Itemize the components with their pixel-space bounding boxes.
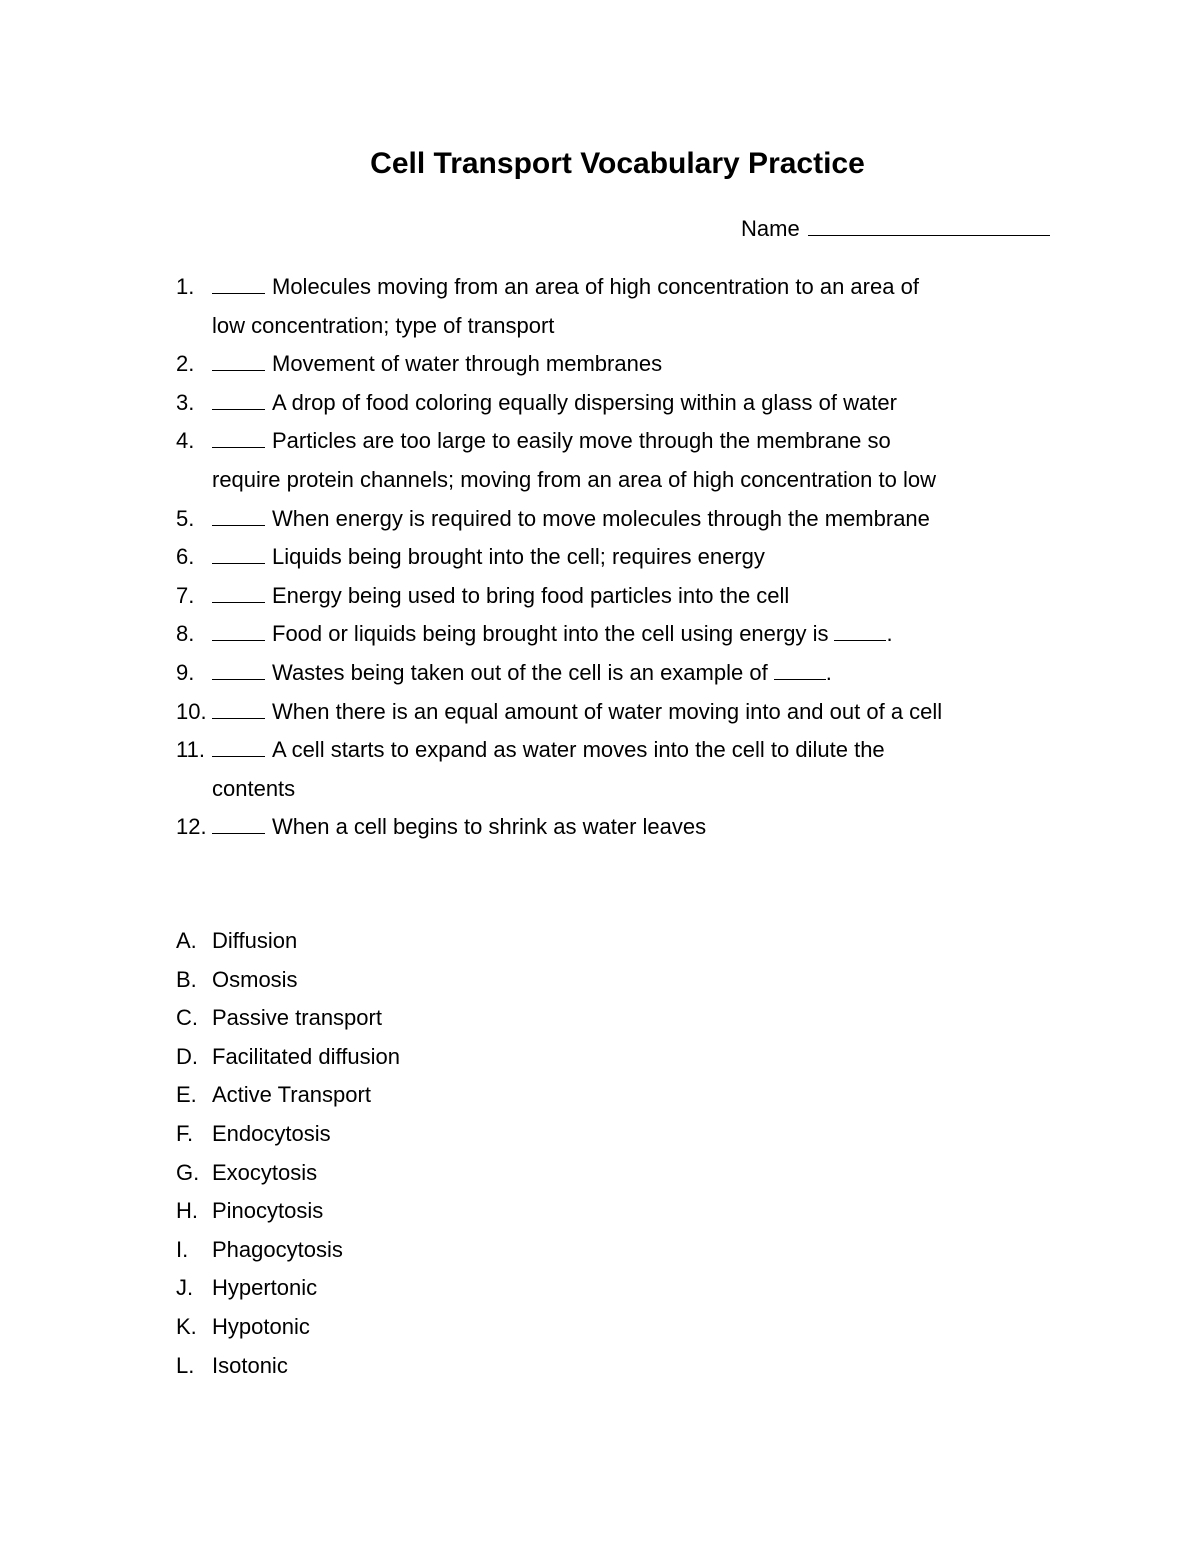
answer-option xyxy=(176,1231,400,1270)
answer-option xyxy=(176,1076,400,1115)
answer-option xyxy=(176,1192,400,1231)
question-text-continued: require protein channels; moving from an area of high concentration to low xyxy=(212,466,936,492)
answer-option xyxy=(176,1038,400,1077)
page-title: Cell Transport Vocabulary Practice xyxy=(370,147,865,180)
answer-blank[interactable] xyxy=(212,389,265,410)
option-term: Active Transport xyxy=(212,1082,371,1108)
option-letter: L. xyxy=(176,1352,195,1378)
question-item xyxy=(176,500,1076,539)
answer-option xyxy=(176,1308,400,1347)
question-text-continued: contents xyxy=(212,775,296,801)
option-term: Passive transport xyxy=(212,1005,382,1031)
option-letter: C. xyxy=(176,1005,198,1031)
answer-option xyxy=(176,961,400,1000)
question-item xyxy=(176,268,1076,345)
question-item xyxy=(176,577,1076,616)
question-number: 3. xyxy=(176,389,195,415)
option-letter: B. xyxy=(176,966,197,992)
question-item xyxy=(176,422,1076,499)
inline-blank[interactable] xyxy=(774,659,826,680)
option-letter: G. xyxy=(176,1159,200,1185)
option-letter: K. xyxy=(176,1313,197,1339)
answer-blank[interactable] xyxy=(212,698,265,719)
question-text: A cell starts to expand as water moves into the cell to dilute the xyxy=(272,737,885,763)
question-number: 1. xyxy=(176,274,195,299)
answer-blank[interactable] xyxy=(212,273,265,294)
question-text: Movement of water through membranes xyxy=(272,351,663,377)
question-item xyxy=(176,384,1076,423)
option-letter: I. xyxy=(176,1236,189,1262)
answer-blank[interactable] xyxy=(212,736,265,757)
question-text: When energy is required to move molecules through the membrane xyxy=(272,505,930,531)
question-text: When a cell begins to shrink as water leaves xyxy=(272,814,707,840)
option-term: Exocytosis xyxy=(212,1159,318,1185)
question-text: A drop of food coloring equally dispersing within a glass of water xyxy=(272,389,897,415)
question-text: Liquids being brought into the cell; requires energy xyxy=(272,544,765,570)
question-text: Energy being used to bring food particles into the cell xyxy=(272,582,790,608)
question-text: When there is an equal amount of water moving into and out of a cell xyxy=(272,698,943,724)
option-term: Isotonic xyxy=(212,1352,288,1378)
question-list xyxy=(176,268,1076,847)
option-letter: F. xyxy=(176,1120,194,1146)
question-number: 7. xyxy=(176,582,195,608)
answer-option xyxy=(176,1269,400,1308)
answer-blank[interactable] xyxy=(212,659,265,680)
inline-blank[interactable] xyxy=(834,620,886,641)
question-text: Particles are too large to easily move through the membrane so xyxy=(272,428,891,454)
answer-blank[interactable] xyxy=(212,505,265,526)
answer-blank[interactable] xyxy=(212,543,265,564)
question-number: 2. xyxy=(176,351,195,377)
option-term: Facilitated diffusion xyxy=(212,1043,400,1069)
question-text: Molecules moving from an area of high concentration to an area of xyxy=(272,274,919,299)
question-text: Food or liquids being brought into the cell using energy is xyxy=(272,621,829,647)
question-item xyxy=(176,615,1076,654)
question-item xyxy=(176,808,1076,847)
option-term: Hypertonic xyxy=(212,1275,318,1301)
option-term: Endocytosis xyxy=(212,1120,331,1146)
name-label: Name xyxy=(741,216,800,241)
answer-option xyxy=(176,1154,400,1193)
question-item xyxy=(176,538,1076,577)
answer-blank[interactable] xyxy=(212,350,265,371)
question-text-continued: low concentration; type of transport xyxy=(212,312,555,338)
option-letter: E. xyxy=(176,1082,197,1108)
option-term: Phagocytosis xyxy=(212,1236,343,1262)
question-number: 5. xyxy=(176,505,195,531)
answer-option xyxy=(176,999,400,1038)
answer-option xyxy=(176,1115,400,1154)
answer-blank[interactable] xyxy=(212,620,265,641)
question-number: 6. xyxy=(176,544,195,570)
name-field xyxy=(741,213,1050,245)
answer-blank[interactable] xyxy=(212,582,265,603)
option-letter: H. xyxy=(176,1198,198,1224)
question-item xyxy=(176,345,1076,384)
question-number: 12. xyxy=(176,814,207,840)
question-end-punct: . xyxy=(825,659,832,685)
question-item xyxy=(176,693,1076,732)
option-term: Diffusion xyxy=(212,928,298,953)
option-term: Osmosis xyxy=(212,966,298,992)
question-text: Wastes being taken out of the cell is an example of xyxy=(272,659,768,685)
option-letter: D. xyxy=(176,1043,198,1069)
answer-option xyxy=(176,1347,400,1386)
option-letter: A. xyxy=(176,928,197,953)
question-number: 11. xyxy=(176,737,205,763)
question-item xyxy=(176,654,1076,693)
name-blank[interactable] xyxy=(808,213,1050,236)
answer-blank[interactable] xyxy=(212,427,265,448)
question-end-punct: . xyxy=(886,621,893,647)
question-number: 9. xyxy=(176,659,195,685)
answer-bank xyxy=(176,922,400,1385)
option-letter: J. xyxy=(176,1275,194,1301)
answer-option xyxy=(176,922,400,961)
question-item xyxy=(176,731,1076,808)
option-term: Pinocytosis xyxy=(212,1198,324,1224)
option-term: Hypotonic xyxy=(212,1313,310,1339)
question-number: 10. xyxy=(176,698,207,724)
question-number: 4. xyxy=(176,428,195,454)
question-number: 8. xyxy=(176,621,195,647)
answer-blank[interactable] xyxy=(212,813,265,834)
